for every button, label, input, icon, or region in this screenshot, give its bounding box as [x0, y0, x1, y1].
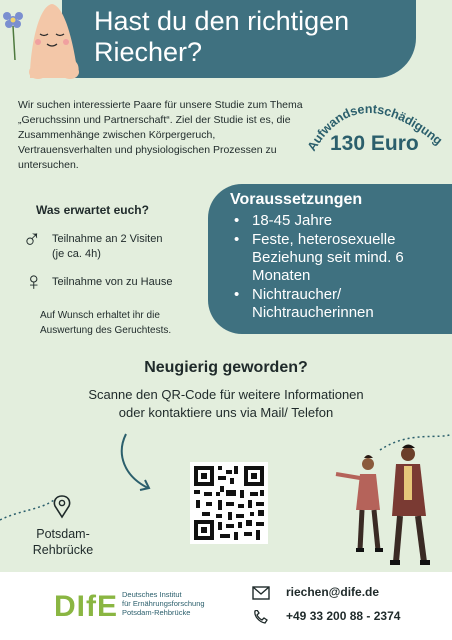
expectation-visits-line1: Teilnahme an 2 Visiten — [52, 233, 163, 245]
cta-text — [0, 386, 452, 422]
cta-line1: Scanne den QR-Code für weitere Informationen — [88, 387, 364, 402]
intro-text: Wir suchen interessierte Paare für unsere Studie zum Thema „Geruchssinn und Partnerschaft“. Ziel der Studie ist es, die Zusammenhänge zwischen Körpergeruch, Vertrauensverhalten und physiologischen Prozessen zu untersuchen. — [18, 99, 303, 171]
requirement-item: • 18-45 Jahre — [234, 212, 448, 230]
compensation-amount: 130 Euro — [330, 132, 419, 155]
expectations-note — [40, 308, 210, 338]
expectation-visits — [52, 232, 162, 262]
requirement-item: • Feste, heterosexuelle Beziehung seit mind. 6 Monaten — [234, 231, 448, 285]
title-line-2: Riecher? — [94, 37, 203, 67]
institute-line3: Potsdam-Rehbrücke — [122, 608, 191, 617]
female-symbol-icon: ♀ — [24, 266, 44, 296]
expectation-home: Teilnahme von zu Hause — [52, 276, 173, 288]
footer — [0, 572, 452, 640]
flower-icon — [3, 12, 23, 60]
contact-email[interactable]: riechen@dife.de — [286, 585, 380, 599]
envelope-icon — [252, 586, 270, 600]
header — [0, 0, 452, 80]
contact-phone[interactable]: +49 33 200 88 - 2374 — [286, 609, 401, 623]
location-pin-icon — [52, 495, 72, 519]
male-symbol-icon: ♂ — [22, 224, 42, 254]
requirements-title: Voraussetzungen — [230, 191, 363, 208]
cta-headline: Neugierig geworden? — [144, 359, 308, 376]
qr-code[interactable] — [190, 462, 268, 544]
requirement-item: • Nichtraucher/ Nichtraucherinnen — [234, 286, 448, 322]
location-line2: Rehbrücke — [32, 543, 94, 557]
cta-line2: oder kontaktiere uns via Mail/ Telefon — [118, 405, 334, 420]
institute-line1: Deutsches Institut — [122, 590, 182, 599]
compensation-label: Aufwandsentschädigung — [304, 101, 446, 154]
location-line1: Potsdam- — [36, 527, 90, 541]
requirements-list — [234, 212, 448, 323]
location-label — [18, 526, 108, 558]
expectations-title: Was erwartet euch? — [36, 203, 149, 217]
couple-illustration — [320, 430, 452, 570]
phone-icon — [252, 610, 270, 624]
title-line-1: Hast du den richtigen — [94, 6, 350, 36]
institute-name — [122, 590, 232, 617]
dife-logo: DIfE — [54, 590, 118, 623]
expectation-visits-line2: (je ca. 4h) — [52, 248, 101, 260]
expectations-note-line1: Auf Wunsch erhaltet ihr die — [40, 310, 160, 321]
page-title — [94, 6, 414, 68]
institute-line2: für Ernährungsforschung — [122, 599, 205, 608]
expectations-note-line2: Auswertung des Geruchtests. — [40, 325, 172, 336]
curved-arrow-icon — [118, 430, 158, 496]
nose-mascot-icon — [0, 0, 96, 80]
requirements-box — [208, 184, 452, 334]
